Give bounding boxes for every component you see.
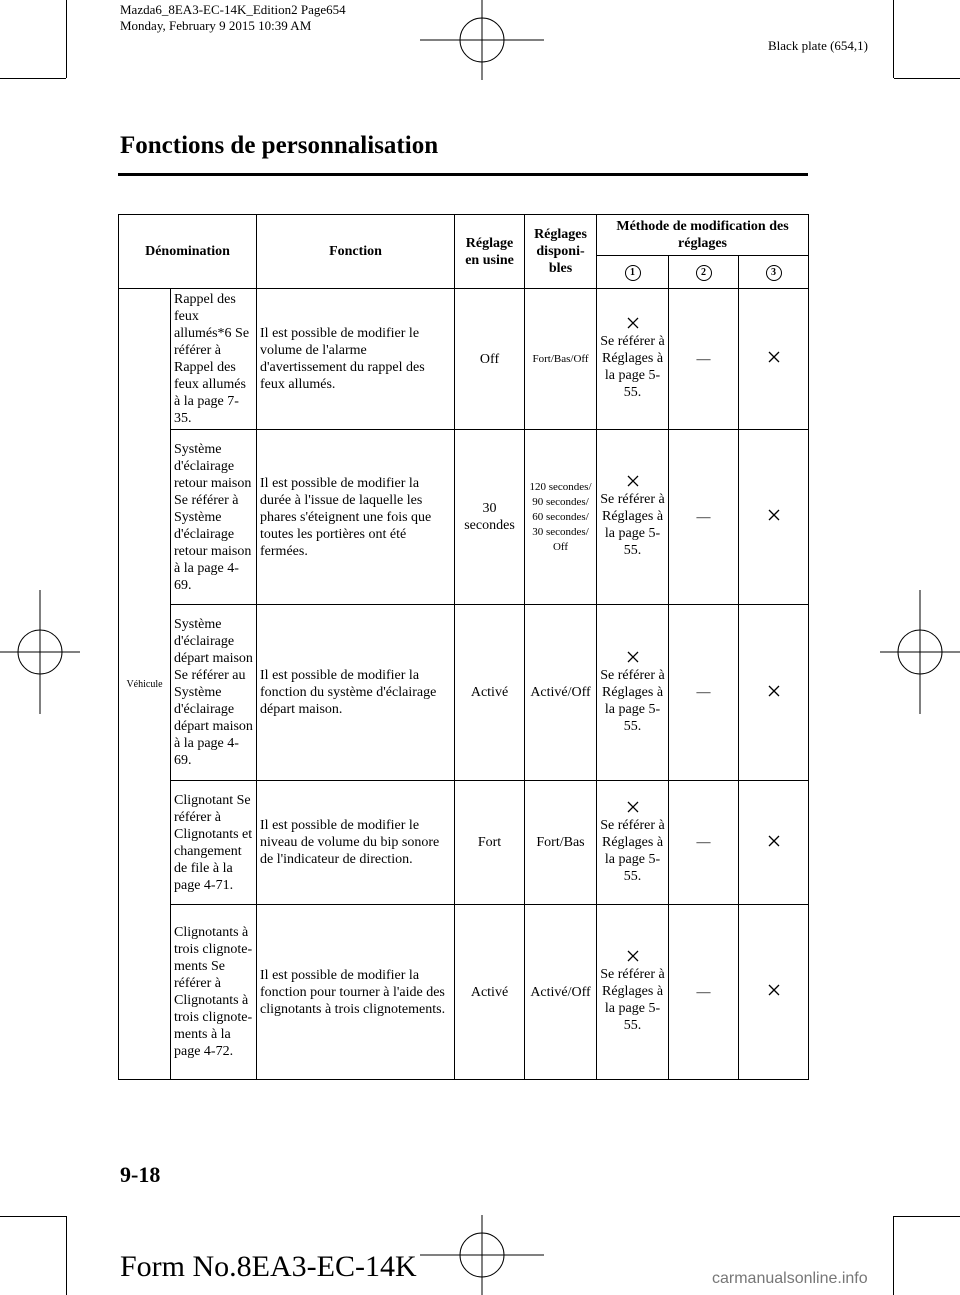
circled-number: 1 [625,265,641,281]
cross-icon [627,317,639,329]
row-desc: Il est possible de modifier la fonction pour tourner à l'aide des clignotants à trois clignotements. [257,905,455,1080]
plate-label: Black plate (654,1) [768,38,868,53]
row-desc: Il est possible de modifier la durée à l'issue de laquelle les phares s'éteignent une fois que toutes les portières ont été fermées. [257,430,455,605]
method-1-text: Se référer à Réglages à la page 5-55. [600,817,665,884]
row-name: Rappel des feux allumés*6 Se référer à Rappel des feux allumés à la page 7-35. [171,289,257,430]
form-number: Form No.8EA3-EC-14K [120,1250,417,1283]
watermark: carmanualsonline.info [712,1270,868,1287]
method-2: — [669,289,739,430]
cross-icon [768,835,780,847]
row-name: Clignotants à trois clignote- ments Se référer à Clignotants à trois clignote- ments à la page 4-72. [171,905,257,1080]
row-name: Système d'éclairage retour maison Se référer à Système d'éclairage retour maison à la page 4-69. [171,430,257,605]
cross-icon [768,351,780,363]
file-line: Mazda6_8EA3-EC-14K_Edition2 Page654 [120,2,346,17]
table-row [119,905,809,1080]
cross-icon [627,950,639,962]
cross-icon [627,801,639,813]
print-header [120,2,346,34]
registration-mark-bottom [420,1215,544,1295]
row-desc: Il est possible de modifier le volume de l'alarme d'avertissement du rappel des feux allumés. [257,289,455,430]
row-available: Activé/Off [525,905,597,1080]
cross-icon [627,475,639,487]
table-row [119,781,809,905]
row-available: Fort/Bas/Off [525,289,597,430]
registration-mark-left [0,590,80,714]
cross-icon [768,509,780,521]
registration-mark-top [420,0,544,80]
row-default: Activé [455,605,525,781]
header-method: Méthode de modification des réglages [597,215,809,256]
circled-number: 3 [766,265,782,281]
table-row [119,289,809,430]
cross-icon [768,685,780,697]
row-desc: Il est possible de modifier le niveau de volume du bip sonore de l'indicateur de direction. [257,781,455,905]
method-1-text: Se référer à Réglages à la page 5-55. [600,967,665,1033]
method-1-text: Se référer à Réglages à la page 5-55. [600,492,665,558]
category-cell: Véhicule [119,289,171,1080]
method-2: — [669,605,739,781]
method-2: — [669,905,739,1080]
table-header-row [119,215,809,256]
row-default: Fort [455,781,525,905]
cross-icon [768,984,780,996]
circled-number: 2 [696,265,712,281]
date-line: Monday, February 9 2015 10:39 AM [120,18,312,33]
method-1-text: Se référer à Réglages à la page 5-55. [600,667,665,734]
row-default: Off [455,289,525,430]
method-2: — [669,430,739,605]
row-default: 30 secondes [455,430,525,605]
row-default: Activé [455,905,525,1080]
table-row [119,605,809,781]
method-2: — [669,781,739,905]
header-available: Réglages disponi- bles [525,215,597,289]
header-name: Dénomination [119,215,257,289]
title-rule [118,173,808,176]
cross-icon [627,651,639,663]
settings-table [118,214,809,1080]
header-default: Réglage en usine [455,215,525,289]
row-name: Système d'éclairage départ maison Se référer au Système d'éclairage départ maison à la page 4-69. [171,605,257,781]
row-available: Fort/Bas [525,781,597,905]
row-desc: Il est possible de modifier la fonction du système d'éclairage départ maison. [257,605,455,781]
table-row [119,430,809,605]
row-available: Activé/Off [525,605,597,781]
section-title: Fonctions de personnalisation [120,132,439,159]
method-1-text: Se référer à Réglages à la page 5-55. [600,334,665,400]
registration-mark-right [880,590,960,714]
header-function: Fonction [257,215,455,289]
row-name: Clignotant Se référer à Clignotants et changement de file à la page 4-71. [171,781,257,905]
page-number: 9-18 [120,1162,161,1187]
row-available: 120 secondes/ 90 secondes/ 60 secondes/ 30 secondes/ Off [525,430,597,605]
